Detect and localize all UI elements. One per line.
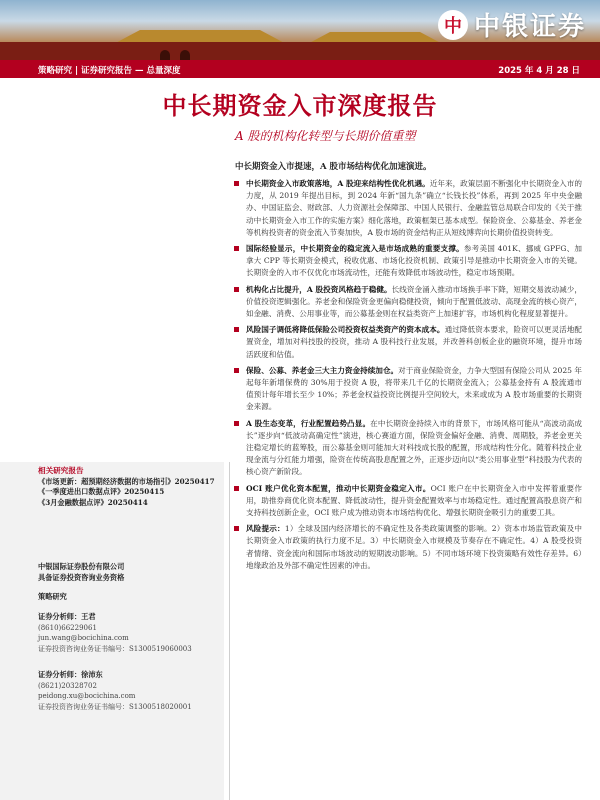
summary-paragraph: [232, 365, 582, 414]
analyst-card: [38, 612, 224, 654]
palace-gate: [160, 50, 170, 60]
paragraph-head: 风险提示：: [246, 524, 285, 534]
related-title: 相关研究报告: [38, 466, 84, 475]
paragraph-head: 中长期资金入市政策落地，A 股迎来结构性优化机遇。: [246, 179, 430, 188]
analyst-cert: 证券投资咨询业务证书编号：S1300518020001: [38, 702, 192, 711]
analyst-phone: (8621)20328702: [38, 681, 97, 690]
square-bullet-icon: [234, 368, 239, 373]
firm-info: [38, 562, 224, 583]
paragraph-head: A 股生态变革，行业配置趋势凸显。: [246, 418, 371, 428]
report-subtitle: A 股的机构化转型与长期价值重塑: [235, 129, 416, 143]
boc-logo: [438, 6, 586, 43]
palace-gate: [180, 50, 190, 60]
paragraph-body: 近年来，政策层面不断强化中长期资金入市的力度，从 2019 年提出目标，到 2024 年新“国九条”确立“长钱长投”体系，再到 2025 年中央金融办、中国证监会、财政部、人力资源社会保障部、中国人民银行、金融监管总局联合印发的《关于推动中长期资金入市工作的实施方案》细化落地，政策框架已基本成型。保险资金、公募基金、养老金等机构投资者的资金流入节奏加快，A 股市场的资金结构正从短线博弈向长期价值投资转变。: [246, 179, 582, 237]
analyst-name: 徐沛东: [81, 670, 103, 679]
analyst-role: 证券分析师：王君: [38, 612, 96, 621]
summary-paragraph: [232, 418, 582, 479]
square-bullet-icon: [234, 181, 239, 186]
lead-summary: 中长期资金入市提速，A 股市场结构优化加速演进。: [235, 162, 432, 172]
dept-name: 策略研究: [38, 592, 67, 601]
paragraph-body: 1）全球及国内经济增长的不确定性及各类政策调整的影响。2）资本市场监管政策及中长期资金入市政策的执行力度不足。3）中长期资金入市规模及节奏存在不确定性。4）A 股受投资者情绪、资金流向和国际市场波动的短期波动影响。5）不同市场环境下投资策略有效性存差异。6）地缘政治及外部不确定性因素的冲击。: [246, 524, 582, 570]
square-bullet-icon: [234, 327, 239, 332]
related-report-link[interactable]: 《3月金融数据点评》20250414: [38, 497, 148, 507]
paragraph-body: 通过降低资本要求，险资可以更灵活地配置资金，增加对科技股的投资，推动 A 股科技行业发展，并改善科创板企业的融资环境，提升市场活跃度和估值。: [246, 325, 583, 359]
square-bullet-icon: [234, 486, 239, 491]
square-bullet-icon: [234, 421, 239, 426]
firm-qualification: 具备证券投资咨询业务资格: [38, 572, 125, 582]
firm-name: 中银国际证券股份有限公司: [38, 562, 125, 571]
paragraph-head: 风险国子调低将降低保险公司投资权益类资产的资本成本。: [246, 325, 445, 335]
paragraph-body: 在中长期资金持续入市的背景下，市场风格可能从“高波动高成长”逐步向“低波动高确定性”演进，核心赛道方面，保险资金偏好金融、消费、周期股，养老金更关注稳定增长的蓝筹股，而公募基金则可能加大对科技成长股的配置，形成结构性分化。随着科技企业现金流与分红能力增强，险资在传统高股息配置之外，正逐步迈向以“类公用事业型”科技股为代表的核心资产新阶段。: [246, 418, 582, 477]
paragraph-head: 机构化占比提升，A 股投资风格趋于稳健。: [246, 284, 392, 294]
report-category: 策略研究 | 证券研究报告 — 总量深度: [38, 66, 181, 76]
summary-paragraph: [232, 243, 582, 280]
paragraph-head: 国际经验显示，中长期资金的稳定流入是市场成熟的重要支撑。: [246, 244, 464, 254]
summary-paragraph: [232, 178, 582, 239]
paragraph-body: 对于商业保险资金，力争大型国有保险公司从 2025 年起每年新增保费的 30%用于投资 A 股，将带来几千亿的长期资金流入；公募基金持有 A 股流通市值预计每年增长至少 10%；养老金权益投资比例提升空间较大，未来或成为 A 股市场重要的长期资金来源。: [246, 365, 583, 412]
report-title: 中长期资金入市深度报告: [162, 92, 438, 120]
category-bar: [0, 60, 600, 78]
summary-paragraph: [232, 324, 582, 361]
paragraph-body: OCI 账户在中长期资金入市中发挥着重要作用，助推券商优化资本配置、降低波动性，提升资金配置效率与市场稳定性。通过配置高股息资产和支持科技创新企业，OCI 账户成为推动资本市场结构优化、增强长期资金吸引力的重要工具。: [246, 483, 582, 518]
analyst-cert: 证券投资咨询业务证书编号：S1300519060003: [38, 644, 192, 653]
column-divider: [229, 462, 230, 800]
analyst-email[interactable]: jun.wang@bocichina.com: [38, 634, 129, 642]
palace-wall: [0, 42, 600, 60]
analyst-email[interactable]: peidong.xu@bocichina.com: [38, 692, 136, 700]
paragraph-head: 保险、公募、养老金三大主力资金持续加仓。: [246, 365, 399, 375]
analyst-phone: (8610)66229061: [38, 623, 97, 632]
related-report-link[interactable]: 《一季度进出口数据点评》20250415: [38, 487, 165, 496]
boc-logo-icon: 中: [438, 10, 468, 40]
analyst-card: [38, 670, 224, 712]
square-bullet-icon: [234, 287, 239, 292]
report-date: 2025 年 4 月 28 日: [498, 66, 580, 76]
related-reports: [38, 466, 224, 508]
analyst-role: 证券分析师：徐沛东: [38, 670, 103, 679]
summary-paragraph: [232, 284, 582, 321]
square-bullet-icon: [234, 526, 239, 531]
summary-paragraph: [232, 483, 582, 520]
summary-body: [232, 178, 582, 576]
square-bullet-icon: [234, 246, 239, 251]
logo-text: 中银证券: [473, 12, 586, 42]
header-banner: [0, 0, 600, 60]
research-dept: [38, 592, 224, 603]
related-report-link[interactable]: 《市场更新：超预期经济数据的市场指引》20250417: [38, 476, 215, 486]
analyst-name: 王君: [81, 612, 96, 621]
paragraph-body: 参考美国 401K、挪威 GPFG、加拿大 CPP 等长期资金模式，税收优惠、市场化投资机制、政策引导是推动中长期资金入市的关键。长期资金的入市不仅优化市场流动性，还能有效降低市场波动性，稳定市场预期。: [246, 244, 582, 278]
paragraph-body: 长线资金涌入推动市场换手率下降，短期交易波动减少，价值投资逻辑强化。养老金和保险资金更偏向稳健投资，倾向于配置低波动、高现金流的核心资产，如金融、消费、公用事业等，而公募基金则在权益类资产上加速扩容，市场机构化程度显著提升。: [246, 284, 582, 319]
risk-warning: [232, 523, 582, 572]
paragraph-head: OCI 账户优化资本配置，推动中长期资金稳定入市。: [246, 483, 431, 493]
